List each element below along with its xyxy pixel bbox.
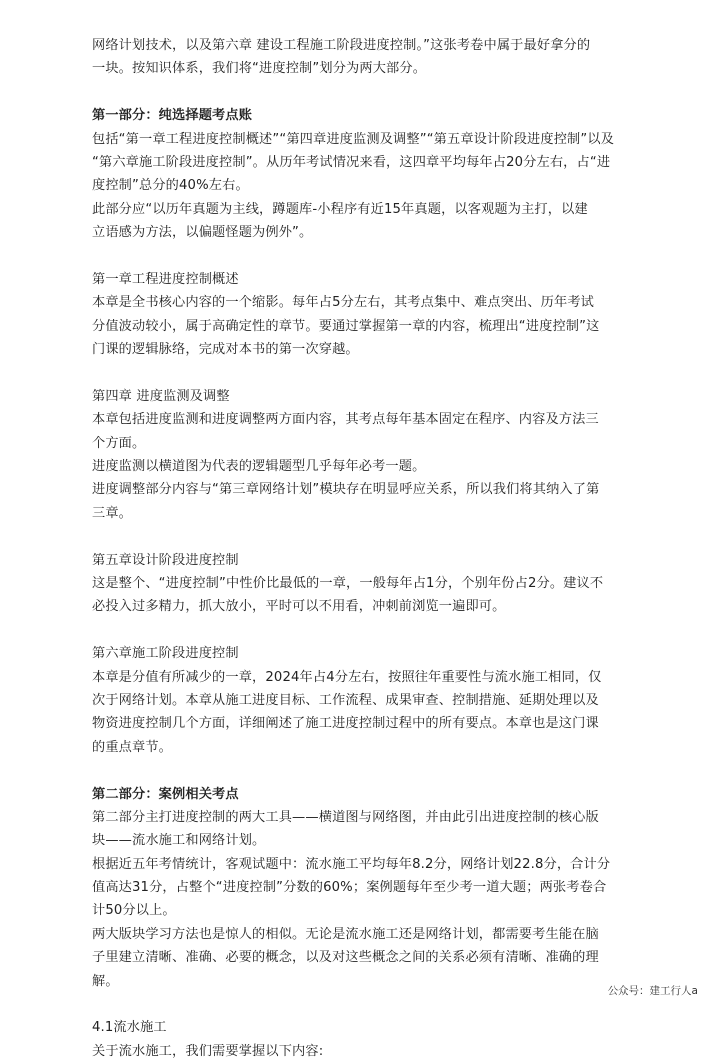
text-line: 包括“第一章工程进度控制概述”“第四章进度监测及调整”“第五章设计阶段进度控制”以及 [92,131,615,147]
paragraph [92,34,624,81]
text-line: 的重点章节。 [92,739,173,755]
text-line: 立语感为方法，以偏题怪题为例外”。 [92,225,313,241]
paragraph [92,408,624,455]
watermark-footer: 公众号：建工行人a [607,985,698,997]
text-line: 一块。按知识体系，我们将“进度控制”划分为两大部分。 [92,61,427,77]
text-line: 值高达31分，占整个“进度控制”分数的60%；案例题每年至少考一道大题；两张考卷合 [92,880,607,896]
paragraph-gap [92,245,624,268]
paragraph [92,642,624,665]
text-line: 物资进度控制几个方面，详细阐述了施工进度控制过程中的所有要点。本章也是这门课 [92,716,599,732]
paragraph [92,572,624,619]
text-line: 此部分应“以历年真题为主线，蹲题库-小程序有近15年真题，以客观题为主打，以建 [92,201,588,217]
text-line: 三章。 [92,505,133,521]
paragraph-gap [92,81,624,104]
text-line: 子里建立清晰、准确、必要的概念，以及对这些概念之间的关系必须有清晰、准确的理 [92,950,599,966]
text-line: 次于网络计划。本章从施工进度目标、工作流程、成果审查、控制措施、延期处理以及 [92,692,599,708]
text-line: 个方面。 [92,435,146,451]
section-heading [92,104,624,127]
text-line: 4.1流水施工 [92,1020,167,1036]
text-line: “第六章施工阶段进度控制”。从历年考试情况来看，这四章平均每年占20分左右，占“进 [92,154,611,170]
text-line: 度控制”总分的40%左右。 [92,178,249,194]
text-line: 第一章工程进度控制概述 [92,271,239,287]
text-line: 门课的逻辑脉络，完成对本书的第一次穿越。 [92,342,359,358]
paragraph [92,268,624,291]
text-line: 计50分以上。 [92,903,176,919]
text-line: 第二部分主打进度控制的两大工具——横道图与网络图，并由此引出进度控制的核心版 [92,809,599,825]
paragraph [92,478,624,525]
text-line: 网络计划技术，以及第六章 建设工程施工阶段进度控制。”这张考卷中属于最好拿分的 [92,38,591,53]
paragraph [92,1016,624,1039]
paragraph [92,806,624,853]
paragraph [92,853,624,923]
text-line: 必投入过多精力，抓大放小，平时可以不用看，冲刺前浏览一遍即可。 [92,599,506,615]
paragraph-gap [92,361,624,384]
text-line: 本章包括进度监测和进度调整两方面内容，其考点每年基本固定在程序、内容及方法三 [92,412,599,428]
text-line: 第六章施工阶段进度控制 [92,646,239,662]
text-line: 第二部分：案例相关考点 [92,786,239,802]
text-line: 进度调整部分内容与“第三章网络计划”模块存在明显呼应关系，所以我们将其纳入了第 [92,482,600,498]
section-heading [92,783,624,806]
text-line: 块——流水施工和网络计划。 [92,833,266,849]
paragraph-gap [92,993,624,1016]
text-line: 第五章设计阶段进度控制 [92,552,239,568]
text-line: 两大版块学习方法也是惊人的相似。无论是流水施工还是网络计划，都需要考生能在脑 [92,926,599,942]
text-line: 解。 [92,973,119,989]
paragraph [92,385,624,408]
paragraph [92,128,624,198]
paragraph-gap [92,619,624,642]
paragraph-gap [92,759,624,782]
text-line: 第一部分：纯选择题考点账 [92,108,253,124]
text-line: 分值波动较小，属于高确定性的章节。要通过掌握第一章的内容，梳理出“进度控制”这 [92,318,600,334]
paragraph [92,923,624,993]
text-line: 关于流水施工，我们需要掌握以下内容: [92,1043,324,1059]
paragraph [92,549,624,572]
text-line: 本章是分值有所减少的一章，2024年占4分左右，按照往年重要性与流水施工相同，仅 [92,669,602,685]
text-line: 根据近五年考情统计，客观试题中：流水施工平均每年8.2分，网络计划22.8分，合计分 [92,856,611,872]
paragraph [92,291,624,361]
text-line: 本章是全书核心内容的一个缩影。每年占5分左右，其考点集中、难点突出、历年考试 [92,295,595,311]
paragraph-gap [92,525,624,548]
paragraph [92,198,624,245]
paragraph [92,455,624,478]
paragraph [92,1040,624,1063]
document-page [92,34,624,1063]
text-line: 第四章 进度监测及调整 [92,388,230,404]
text-line: 这是整个、“进度控制”中性价比最低的一章，一般每年占1分，个别年份占2分。建议不 [92,575,604,591]
text-line: 进度监测以横道图为代表的逻辑题型几乎每年必考一题。 [92,459,426,475]
paragraph [92,666,624,760]
